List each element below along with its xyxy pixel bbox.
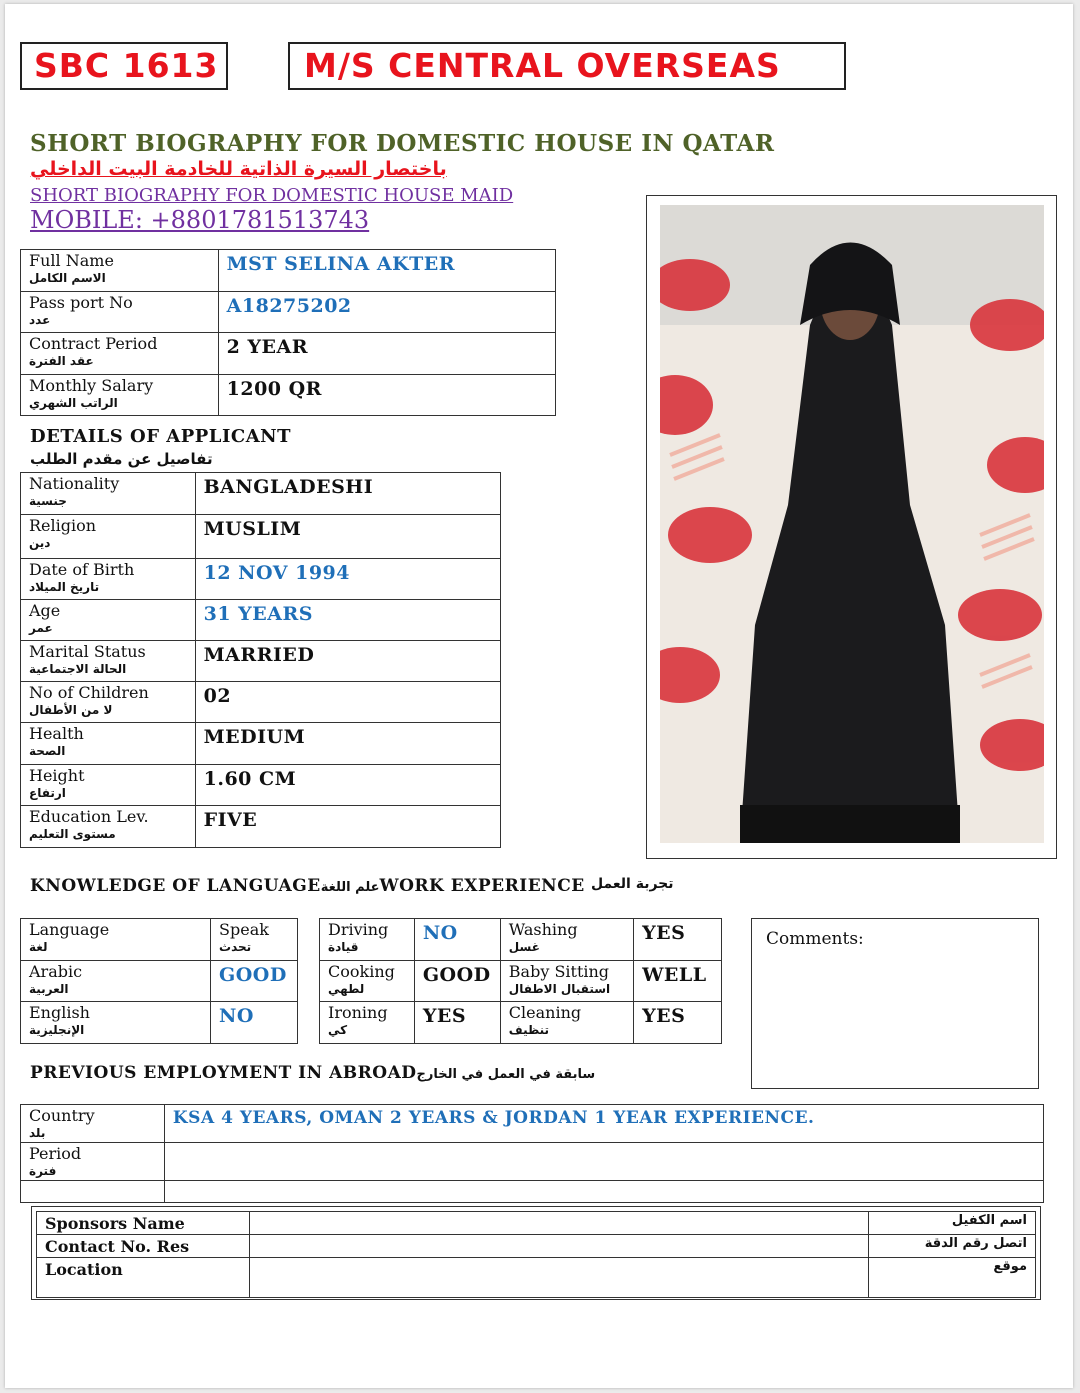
- table-row: [320, 1002, 722, 1044]
- previous-employment-heading-arabic: سابقة في العمل في الخارج: [416, 1067, 596, 1082]
- skill-label: Baby Sitting: [508, 962, 610, 981]
- table-row: [21, 600, 501, 641]
- table-row: [21, 806, 501, 848]
- field-label-arabic: العربية: [29, 982, 69, 996]
- skill-label: Driving: [328, 920, 389, 939]
- field-label-arabic: تاريخ الميلاد: [29, 580, 100, 594]
- field-label-arabic: الاسم الكامل: [29, 271, 106, 285]
- table-row: [21, 1181, 1044, 1203]
- reference-code-box: [20, 42, 228, 90]
- skill-label-arabic: كي: [328, 1023, 348, 1037]
- washing-value: YES: [634, 919, 722, 961]
- title-arabic: باختصار السيرة الذاتية للخادمة البيت الداخلي: [30, 158, 447, 180]
- field-label: Marital Status: [29, 642, 146, 661]
- table-row: [21, 1143, 1044, 1181]
- previous-employment-table: [20, 1104, 1044, 1203]
- country-label-arabic: بلد: [29, 1126, 46, 1140]
- language-heading-text: KNOWLEDGE OF LANGUAGE: [30, 876, 321, 896]
- speak-header: Speak: [219, 920, 269, 939]
- work-heading-arabic: تجربة العمل: [591, 876, 674, 892]
- work-experience-table: [319, 918, 722, 1044]
- details-heading-arabic: تفاصيل عن مقدم الطلب: [30, 450, 213, 468]
- table-row: [37, 1258, 1036, 1298]
- field-label-arabic: لغة: [29, 940, 48, 954]
- mobile-number: MOBILE: +8801781513743: [30, 206, 370, 234]
- salary-value: 1200 QR: [218, 375, 555, 416]
- religion-value: MUSLIM: [195, 515, 500, 559]
- comments-box: [751, 918, 1039, 1089]
- height-value: 1.60 CM: [195, 765, 500, 806]
- marital-status-value: MARRIED: [195, 641, 500, 682]
- field-label: No of Children: [29, 683, 149, 702]
- date-of-birth-value: 12 NOV 1994: [195, 559, 500, 600]
- contract-table: [20, 249, 556, 416]
- field-label: Full Name: [29, 251, 114, 270]
- table-row: [21, 961, 298, 1002]
- table-row: [21, 473, 501, 515]
- period-value: [164, 1143, 1043, 1181]
- comments-label: Comments:: [766, 929, 864, 949]
- previous-employment-heading-text: PREVIOUS EMPLOYMENT IN ABROAD: [30, 1063, 417, 1083]
- table-row: [37, 1235, 1036, 1258]
- field-label-arabic: الإنجليزية: [29, 1023, 85, 1037]
- contract-period-value: 2 YEAR: [218, 333, 555, 375]
- full-name-value: MST SELINA AKTER: [218, 250, 555, 292]
- field-label: Health: [29, 724, 84, 743]
- period-label: Period: [29, 1144, 82, 1163]
- skill-label-arabic: تنظيف: [508, 1023, 550, 1037]
- table-row: [21, 682, 501, 723]
- table-row: [21, 723, 501, 765]
- applicant-details-table: [20, 472, 501, 848]
- sponsor-name-label-arabic: اسم الكفيل: [869, 1212, 1036, 1235]
- field-label-arabic: لا من الأطفال: [29, 703, 113, 717]
- applicant-photo-frame: [646, 195, 1057, 859]
- field-label-arabic: الراتب الشهري: [29, 396, 118, 410]
- table-row: [21, 1105, 1044, 1143]
- field-label: Pass port No: [29, 293, 133, 312]
- education-value: FIVE: [195, 806, 500, 848]
- speak-header-arabic: تحدث: [219, 940, 252, 954]
- baby-sitting-value: WELL: [634, 961, 722, 1002]
- skill-label: Washing: [508, 920, 578, 939]
- table-row: [21, 1002, 298, 1044]
- field-label-arabic: عقد الفترة: [29, 354, 94, 368]
- table-row: [21, 333, 556, 375]
- age-value: 31 YEARS: [195, 600, 500, 641]
- driving-value: NO: [414, 919, 500, 961]
- previous-employment-heading: [30, 1063, 595, 1083]
- table-row: [21, 641, 501, 682]
- field-label-arabic: عدد: [29, 313, 51, 327]
- field-label-arabic: دين: [29, 536, 51, 550]
- country-label: Country: [29, 1106, 95, 1125]
- field-label: Contract Period: [29, 334, 158, 353]
- skill-label-arabic: قيادة: [328, 940, 359, 954]
- table-row: [320, 961, 722, 1002]
- sponsor-name-label: Sponsors Name: [37, 1212, 250, 1235]
- field-label: Language: [29, 920, 110, 939]
- table-row: [21, 559, 501, 600]
- sponsor-name-field: [249, 1212, 868, 1235]
- table-row: [21, 250, 556, 292]
- field-label: Nationality: [29, 474, 120, 493]
- skill-label-arabic: لطهي: [328, 982, 365, 996]
- location-label: Location: [37, 1258, 250, 1298]
- skill-label-arabic: غسل: [508, 940, 540, 954]
- table-row: [21, 515, 501, 559]
- field-label-arabic: ارتفاع: [29, 786, 66, 800]
- country-experience-value: KSA 4 YEARS, OMAN 2 YEARS & JORDAN 1 YEAR EXPERIENCE.: [164, 1105, 1043, 1143]
- health-value: MEDIUM: [195, 723, 500, 765]
- reference-code: SBC 1613: [34, 46, 219, 85]
- field-label: Religion: [29, 516, 97, 535]
- biodata-page: [5, 4, 1073, 1388]
- field-label: Arabic: [29, 962, 83, 981]
- children-value: 02: [195, 682, 500, 723]
- language-heading-arabic: علم اللغة: [320, 880, 380, 895]
- agency-name: M/S CENTRAL OVERSEAS: [304, 46, 781, 85]
- language-heading: [30, 876, 585, 896]
- arabic-level-value: GOOD: [211, 961, 298, 1002]
- agency-name-box: [288, 42, 846, 90]
- contact-field: [249, 1235, 868, 1258]
- title-english: SHORT BIOGRAPHY FOR DOMESTIC HOUSE IN QATAR: [30, 130, 775, 157]
- table-row: [21, 765, 501, 806]
- work-heading-text: WORK EXPERIENCE: [379, 876, 585, 896]
- ironing-value: YES: [414, 1002, 500, 1044]
- field-label: Date of Birth: [29, 560, 135, 579]
- contact-label-arabic: اتصل رقم الدقة: [869, 1235, 1036, 1258]
- language-table: [20, 918, 298, 1044]
- empty-cell: [21, 1181, 165, 1203]
- table-row: [21, 919, 298, 961]
- contact-label: Contact No. Res: [37, 1235, 250, 1258]
- skill-label: Ironing: [328, 1003, 388, 1022]
- field-label-arabic: الصحة: [29, 744, 66, 758]
- table-row: [21, 292, 556, 333]
- table-row: [320, 919, 722, 961]
- cooking-value: GOOD: [414, 961, 500, 1002]
- nationality-value: BANGLADESHI: [195, 473, 500, 515]
- table-row: [21, 375, 556, 416]
- location-field: [249, 1258, 868, 1298]
- skill-label-arabic: استقبال الاطفال: [508, 982, 611, 996]
- field-label: Monthly Salary: [29, 376, 154, 395]
- applicant-photo: [660, 205, 1044, 843]
- location-label-arabic: موقع: [869, 1258, 1036, 1298]
- passport-value: A18275202: [218, 292, 555, 333]
- field-label: Education Lev.: [29, 807, 149, 826]
- table-row: [37, 1212, 1036, 1235]
- field-label-arabic: الحالة الاجتماعية: [29, 662, 127, 676]
- empty-cell: [164, 1181, 1043, 1203]
- cleaning-value: YES: [634, 1002, 722, 1044]
- period-label-arabic: فترة: [29, 1164, 57, 1178]
- subtitle: SHORT BIOGRAPHY FOR DOMESTIC HOUSE MAID: [30, 185, 514, 206]
- field-label-arabic: جنسية: [29, 494, 67, 508]
- english-level-value: NO: [211, 1002, 298, 1044]
- skill-label: Cooking: [328, 962, 395, 981]
- field-label: Height: [29, 766, 85, 785]
- sponsor-table: [36, 1211, 1036, 1298]
- field-label-arabic: عمر: [29, 621, 53, 635]
- details-heading: DETAILS OF APPLICANT: [30, 426, 292, 447]
- skill-label: Cleaning: [508, 1003, 582, 1022]
- field-label-arabic: مستوى التعليم: [29, 827, 116, 841]
- field-label: English: [29, 1003, 90, 1022]
- field-label: Age: [29, 601, 61, 620]
